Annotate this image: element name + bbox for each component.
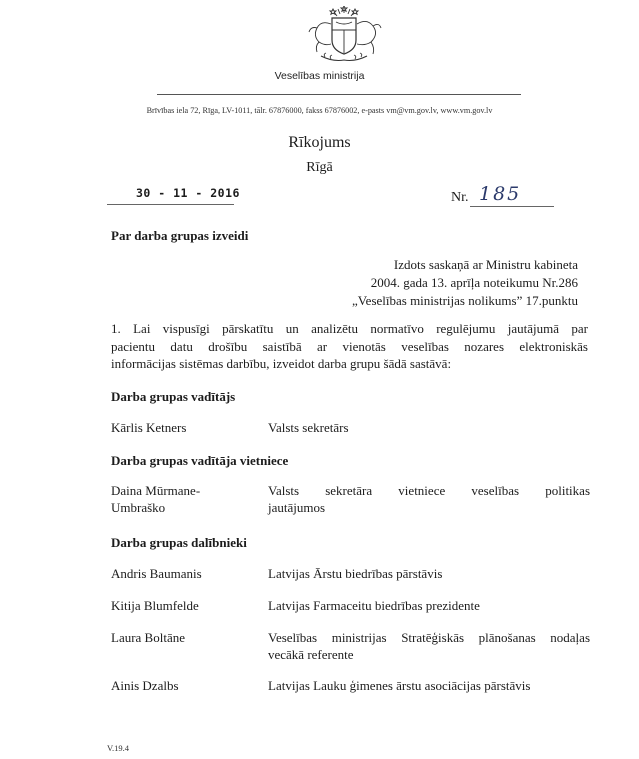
ministry-name: Veselības ministrija bbox=[274, 70, 365, 82]
members-heading: Darba grupas dalībnieki bbox=[111, 535, 247, 550]
member-role-line: jautājumos bbox=[268, 500, 326, 515]
ministry-address: Brīvības iela 72, Rīga, LV-1011, tālr. 67876000, fakss 67876002, e-pasts vm@vm.gov.lv, www.vm.gov.lv bbox=[146, 106, 493, 115]
number-label: Nr. bbox=[451, 190, 469, 205]
member-role-line: Veselības ministrijas Stratēģiskās plānošanas nodaļas bbox=[268, 630, 590, 645]
member-role: Latvijas Farmaceitu biedrības prezidente bbox=[268, 598, 480, 613]
member-role-line: vecākā referente bbox=[268, 647, 354, 662]
member-name: Kārlis Ketners bbox=[111, 420, 187, 435]
main-paragraph bbox=[111, 320, 588, 373]
member-role: Latvijas Lauku ģimenes ārstu asociācijas pārstāvis bbox=[268, 678, 531, 693]
member-role-line: Valsts sekretāra vietniece veselības politikas bbox=[268, 483, 590, 498]
member-row bbox=[111, 565, 591, 582]
member-name-line: Daina Mūrmane- bbox=[111, 483, 201, 498]
document-subject: Par darba grupas izveidi bbox=[111, 228, 249, 243]
member-name-line: Umbraško bbox=[111, 500, 166, 515]
document-number: 185 bbox=[479, 183, 522, 205]
member-name bbox=[111, 482, 261, 516]
member-name: Ainis Dzalbs bbox=[111, 678, 179, 693]
legal-basis-line: 2004. gada 13. aprīļa noteikumu Nr.286 bbox=[370, 275, 578, 290]
letterhead-divider bbox=[157, 94, 521, 95]
member-name: Laura Boltāne bbox=[111, 630, 185, 645]
paragraph-line: informācijas sistēmas darbību, izveidot darba grupu šādā sastāvā: bbox=[111, 356, 452, 371]
deputy-row bbox=[111, 482, 591, 516]
member-role bbox=[268, 629, 590, 663]
member-row bbox=[111, 597, 591, 614]
member-role: Latvijas Ārstu biedrības pārstāvis bbox=[268, 566, 443, 581]
number-underline bbox=[470, 206, 554, 207]
leader-row bbox=[111, 419, 591, 436]
version-footer: V.19.4 bbox=[107, 743, 130, 753]
member-row bbox=[111, 629, 591, 663]
date-underline bbox=[107, 204, 234, 205]
member-name: Andris Baumanis bbox=[111, 566, 202, 581]
member-role: Valsts sekretārs bbox=[268, 420, 349, 435]
member-role bbox=[268, 482, 590, 516]
legal-basis-line: „Veselības ministrijas nolikums” 17.punktu bbox=[351, 293, 578, 308]
legal-basis bbox=[352, 256, 578, 310]
document-city: Rīgā bbox=[306, 160, 333, 175]
document-date: 30 - 11 - 2016 bbox=[136, 186, 240, 200]
paragraph-line: 1. Lai vispusīgi pārskatītu un analizētu normatīvo regulējumu jautājumā par bbox=[111, 321, 588, 336]
paragraph-line: pacientu datu drošību saistībā ar vienotās veselības nozares elektroniskās bbox=[111, 338, 588, 354]
legal-basis-line: Izdots saskaņā ar Ministru kabineta bbox=[393, 257, 578, 272]
member-name: Kitija Blumfelde bbox=[111, 598, 199, 613]
member-row bbox=[111, 677, 591, 694]
document-title: Rīkojums bbox=[288, 134, 351, 151]
leader-heading: Darba grupas vadītājs bbox=[111, 389, 236, 404]
deputy-heading: Darba grupas vadītāja vietniece bbox=[111, 453, 289, 468]
coat-of-arms-icon bbox=[303, 6, 385, 66]
